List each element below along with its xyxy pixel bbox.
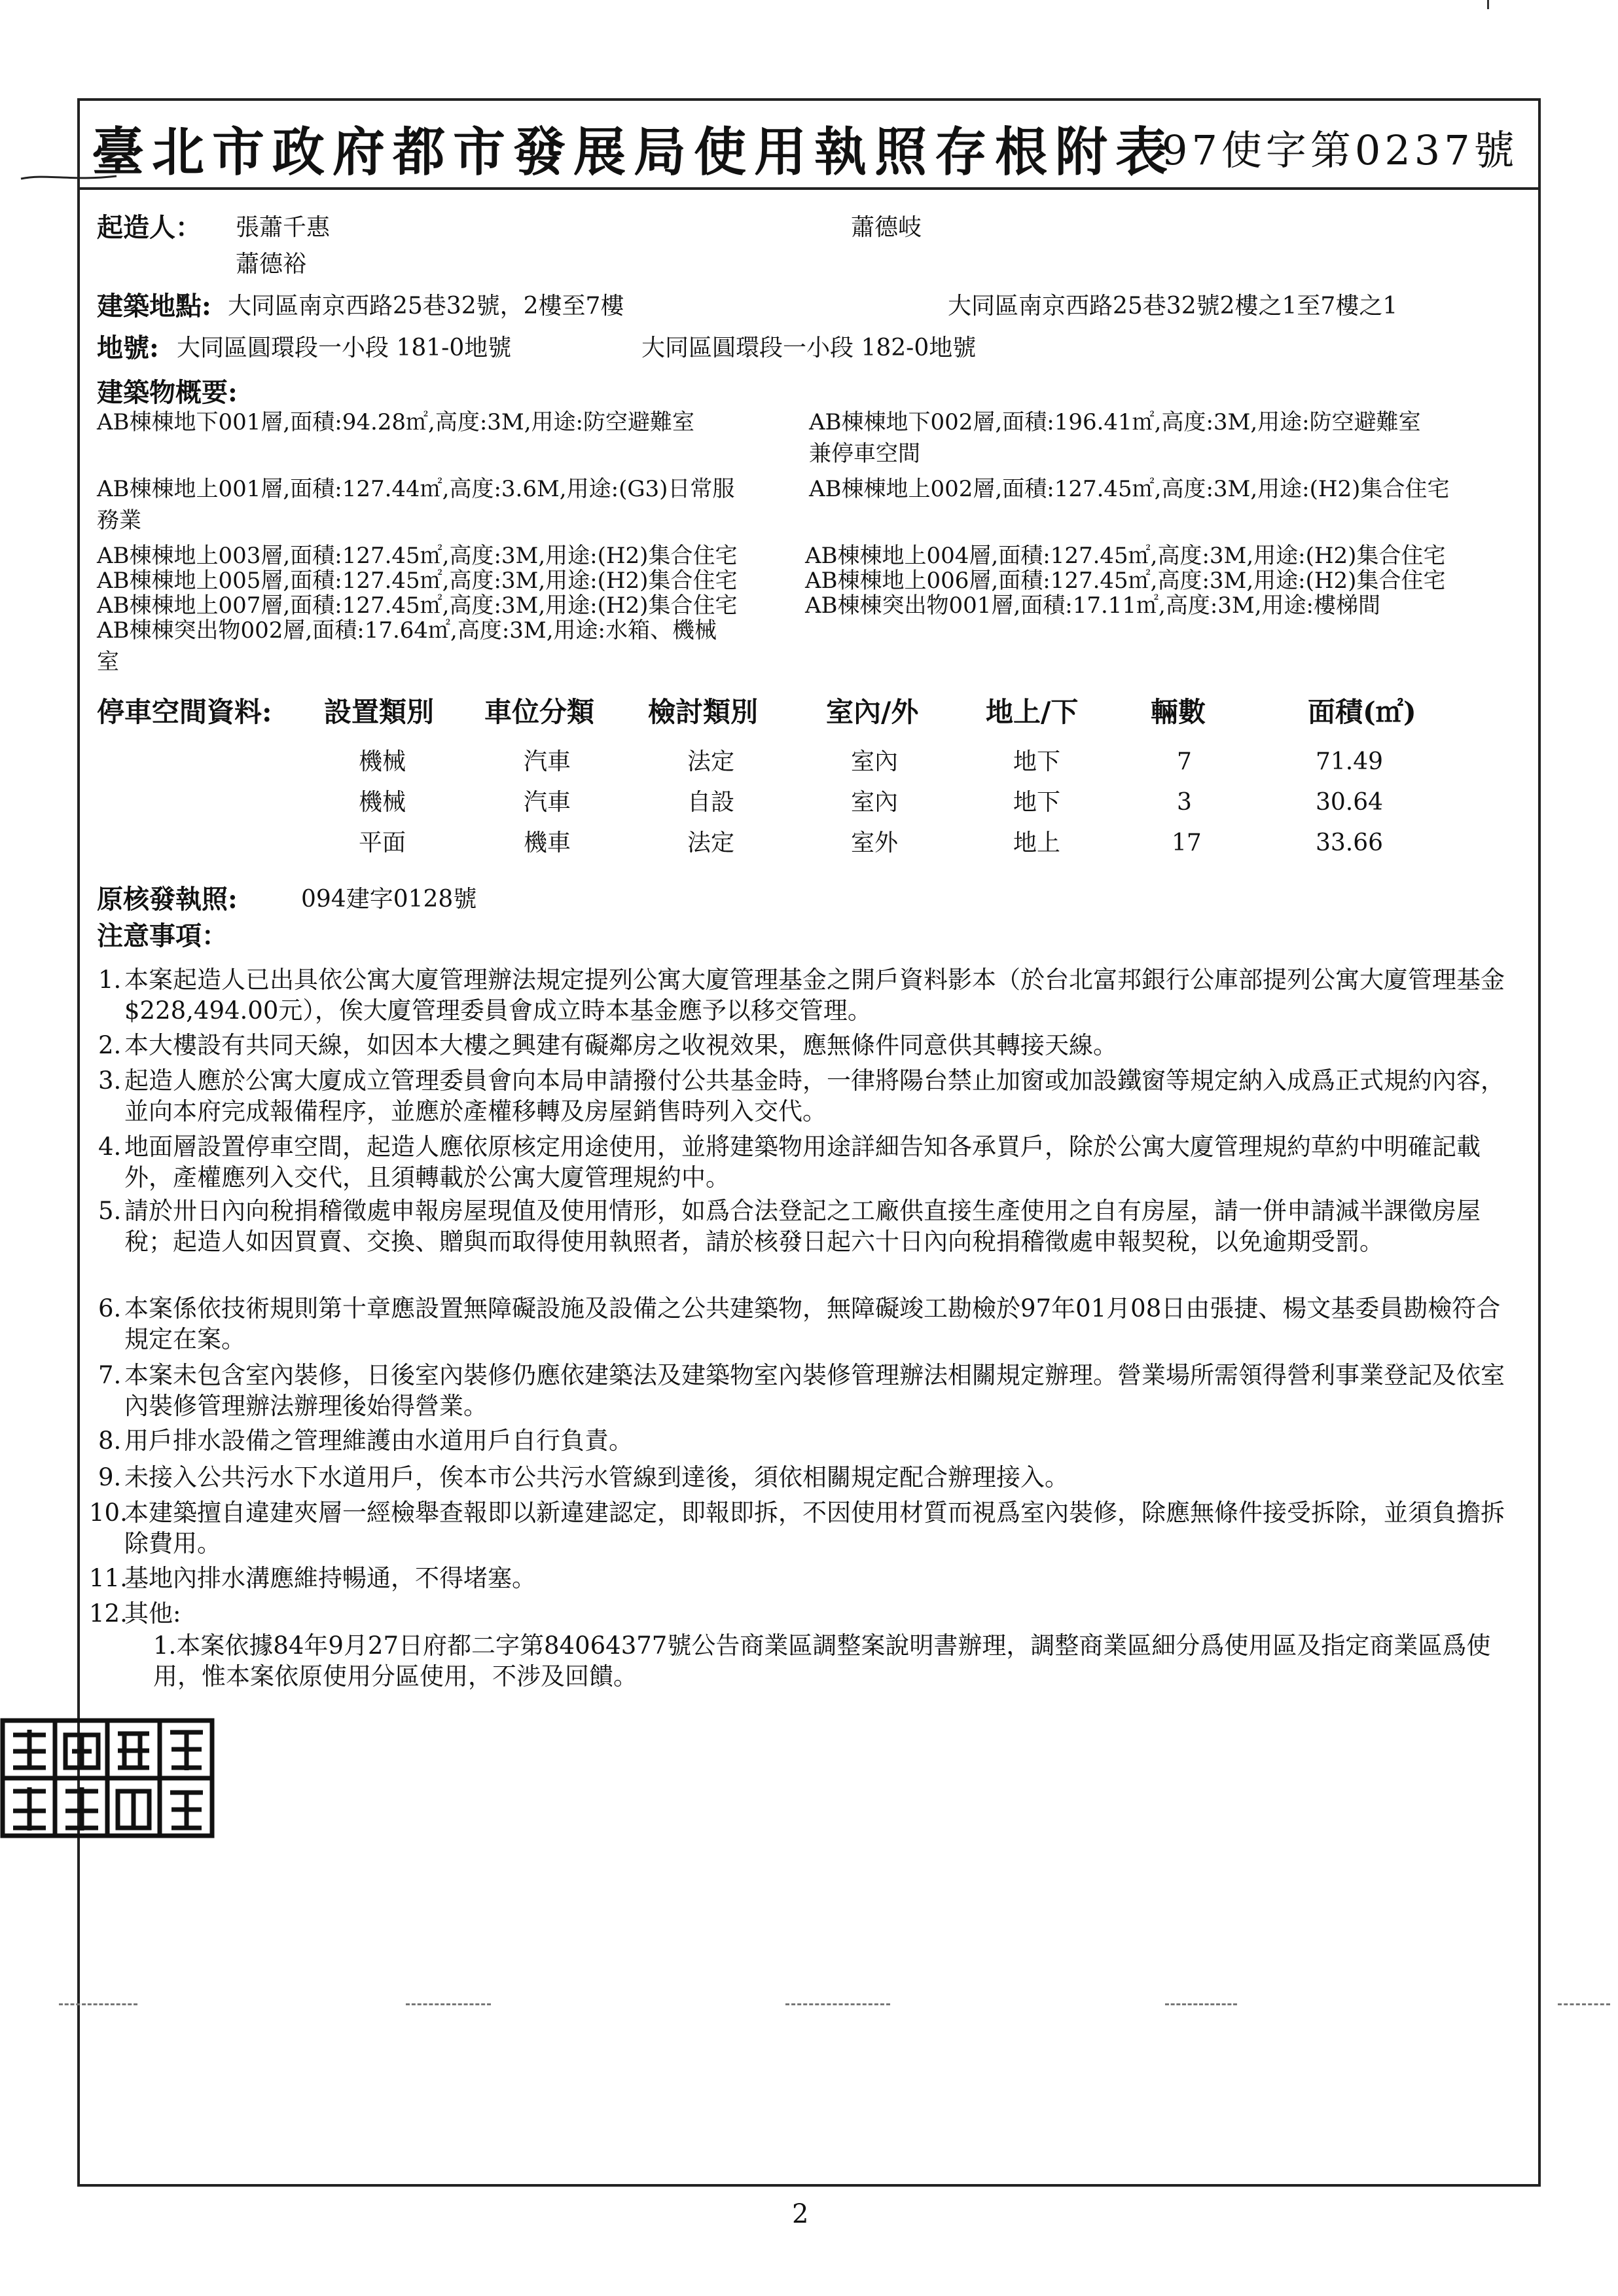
note-number: 6. (98, 1294, 122, 1322)
fold-line (785, 2003, 890, 2005)
floor-entry: AB棟棟地上005層,面積:127.45㎡,高度:3M,用途:(H2)集合住宅 (97, 568, 738, 594)
permit-number: 97使字第0237號 (1162, 126, 1519, 174)
applicant-label: 起造人： (97, 212, 202, 243)
parking-cell: 33.66 (1316, 829, 1384, 856)
parking-header: 室內/外 (826, 696, 919, 728)
note-text: 起造人應於公寓大廈成立管理委員會向本局申請撥付公共基金時，一律將陽台禁止加窗或加設鐵窗等規定納入成爲正式規約內容，並向本府完成報備程序，並應於產權移轉及房屋銷售時列入交代。 (124, 1066, 1505, 1125)
parking-header: 地上/下 (986, 696, 1079, 728)
parking-cell: 機車 (524, 829, 571, 856)
floor-entry: AB棟棟突出物001層,面積:17.11㎡,高度:3M,用途:樓梯間 (805, 592, 1381, 619)
parking-header: 輛數 (1151, 696, 1206, 728)
notes-label: 注意事項： (97, 920, 228, 951)
note-number: 1. (98, 966, 122, 994)
other-note-text: 1.本案依據84年9月27日府都二字第84064377號公告商業區調整案說明書辦理，調整商業區細分爲使用區及指定商業區爲使用，惟本案依原使用分區使用，不涉及回饋。 (153, 1631, 1491, 1690)
corner-mark (1487, 0, 1489, 9)
parking-cell: 30.64 (1316, 789, 1384, 816)
note-text: 本案起造人已出具依公寓大廈管理辦法規定提列公寓大廈管理基金之開戶資料影本（於台北富邦銀行公庫部提列公寓大廈管理基金$228,494.00元），俟大廈管理委員會成立時本基金應予以移交管理。 (124, 966, 1505, 1025)
note-number: 3. (98, 1066, 122, 1095)
page-number: 2 (792, 2199, 809, 2229)
original-permit-number: 094建字0128號 (301, 886, 477, 913)
note-text: 其他: (124, 1599, 181, 1628)
parking-cell: 3 (1177, 789, 1192, 816)
floor-entry: AB棟棟地上002層,面積:127.45㎡,高度:3M,用途:(H2)集合住宅 (809, 476, 1450, 502)
floor-entry: AB棟棟地下001層,面積:94.28㎡,高度:3M,用途:防空避難室 (97, 409, 695, 435)
note-text: 本案未包含室內裝修，日後室內裝修仍應依建築法及建築物室內裝修管理辦法相關規定辦理。營業場所需領得營利事業登記及依室內裝修管理辦法辦理後始得營業。 (124, 1361, 1505, 1420)
parking-cell: 機械 (359, 748, 406, 775)
parking-cell: 汽車 (524, 789, 571, 816)
parking-cell: 17 (1172, 829, 1202, 856)
note-number: 9. (98, 1463, 122, 1491)
parking-cell: 地下 (1013, 789, 1061, 816)
floor-entry: AB棟棟地下002層,面積:196.41㎡,高度:3M,用途:防空避難室 (809, 409, 1421, 435)
note-number: 4. (98, 1133, 122, 1161)
parking-cell: 室內 (851, 789, 899, 816)
note-text: 請於卅日內向稅捐稽徵處申報房屋現值及使用情形，如爲合法登記之工廠供直接生產使用之自有房屋，請一併申請減半課徵房屋稅；起造人如因買賣、交換、贈與而取得使用執照者，請於核發日起六十日內向稅捐稽徵處申報契稅，以免逾期受罰。 (124, 1197, 1481, 1256)
note-number: 10. (89, 1499, 128, 1527)
parking-header: 面積(㎡) (1308, 696, 1416, 728)
parking-cell: 自設 (687, 789, 735, 816)
fold-line (406, 2003, 491, 2005)
note-text: 基地內排水溝應維持暢通，不得堵塞。 (124, 1564, 536, 1592)
note-text: 本建築擅自違建夾層一經檢舉查報即以新違建認定，即報即拆，不因使用材質而視爲室內裝修，除應無條件接受拆除，並須負擔拆除費用。 (124, 1499, 1505, 1558)
parking-header: 設置類別 (324, 696, 435, 728)
floor-entry: AB棟棟地上001層,面積:127.44㎡,高度:3.6M,用途:(G3)日常服 (97, 476, 735, 502)
original-permit-label: 原核發執照: (97, 884, 238, 915)
lot-number: 大同區圓環段一小段 181-0地號 (177, 335, 512, 361)
lot-label: 地號: (97, 333, 159, 363)
note-text: 用戶排水設備之管理維護由水道用戶自行負責。 (124, 1427, 633, 1455)
fold-line (1165, 2003, 1237, 2005)
building-overview-label: 建築物概要: (97, 377, 238, 408)
note-number: 5. (98, 1197, 122, 1225)
note-text: 本大樓設有共同天線，如因本大樓之興建有礙鄰房之收視效果，應無條件同意供其轉接天線。 (124, 1031, 1117, 1059)
applicant-name: 張蕭千惠 (236, 214, 331, 241)
parking-header: 檢討類別 (648, 696, 759, 728)
fold-line (59, 2003, 137, 2005)
parking-cell: 71.49 (1316, 748, 1384, 775)
site-address: 大同區南京西路25巷32號，2樓至7樓 (228, 293, 624, 319)
parking-cell: 法定 (687, 829, 735, 856)
fold-line (1558, 2003, 1610, 2005)
parking-cell: 機械 (359, 789, 406, 816)
site-address: 大同區南京西路25巷32號2樓之1至7樓之1 (948, 293, 1398, 319)
parking-label: 停車空間資料: (97, 696, 272, 728)
floor-entry: AB棟棟突出物002層,面積:17.64㎡,高度:3M,用途:水箱、機械 (97, 617, 717, 644)
applicant-name: 蕭德裕 (236, 251, 307, 278)
note-text: 本案係依技術規則第十章應設置無障礙設施及設備之公共建築物，無障礙竣工勘檢於97年01月08日由張捷、楊文基委員勘檢符合規定在案。 (124, 1294, 1501, 1353)
floor-entry: AB棟棟地上004層,面積:127.45㎡,高度:3M,用途:(H2)集合住宅 (805, 543, 1446, 569)
parking-cell: 室內 (851, 748, 899, 775)
parking-cell: 地下 (1013, 748, 1061, 775)
note-number: 11. (89, 1564, 128, 1592)
site-label: 建築地點: (97, 291, 211, 321)
official-seal-stamp (0, 1715, 216, 1840)
parking-cell: 平面 (359, 829, 406, 856)
floor-entry: 室 (97, 649, 119, 675)
note-number: 8. (98, 1427, 122, 1455)
floor-entry: 務業 (97, 507, 141, 534)
parking-cell: 7 (1177, 748, 1192, 775)
note-number: 12. (89, 1599, 128, 1628)
note-number: 2. (98, 1031, 122, 1059)
page-title: 臺北市政府都市發展局使用執照存根附表 (92, 121, 1176, 183)
parking-cell: 法定 (687, 748, 735, 775)
note-text: 地面層設置停車空間，起造人應依原核定用途使用，並將建築物用途詳細告知各承買戶，除於公寓大廈管理規約草約中明確記載外，產權應列入交代，且須轉載於公寓大廈管理規約中。 (124, 1133, 1481, 1192)
floor-entry: AB棟棟地上006層,面積:127.45㎡,高度:3M,用途:(H2)集合住宅 (805, 568, 1446, 594)
note-text: 未接入公共污水下水道用戶，俟本市公共污水管線到達後，須依相關規定配合辦理接入。 (124, 1463, 1069, 1491)
parking-cell: 室外 (851, 829, 899, 856)
lot-number: 大同區圓環段一小段 182-0地號 (641, 335, 977, 361)
note-number: 7. (98, 1361, 122, 1389)
parking-header: 車位分類 (484, 696, 595, 728)
parking-cell: 汽車 (524, 748, 571, 775)
floor-entry: AB棟棟地上003層,面積:127.45㎡,高度:3M,用途:(H2)集合住宅 (97, 543, 738, 569)
applicant-name: 蕭德岐 (851, 214, 922, 241)
floor-entry: AB棟棟地上007層,面積:127.45㎡,高度:3M,用途:(H2)集合住宅 (97, 592, 738, 619)
floor-entry: 兼停車空間 (809, 441, 920, 467)
parking-cell: 地上 (1013, 829, 1061, 856)
